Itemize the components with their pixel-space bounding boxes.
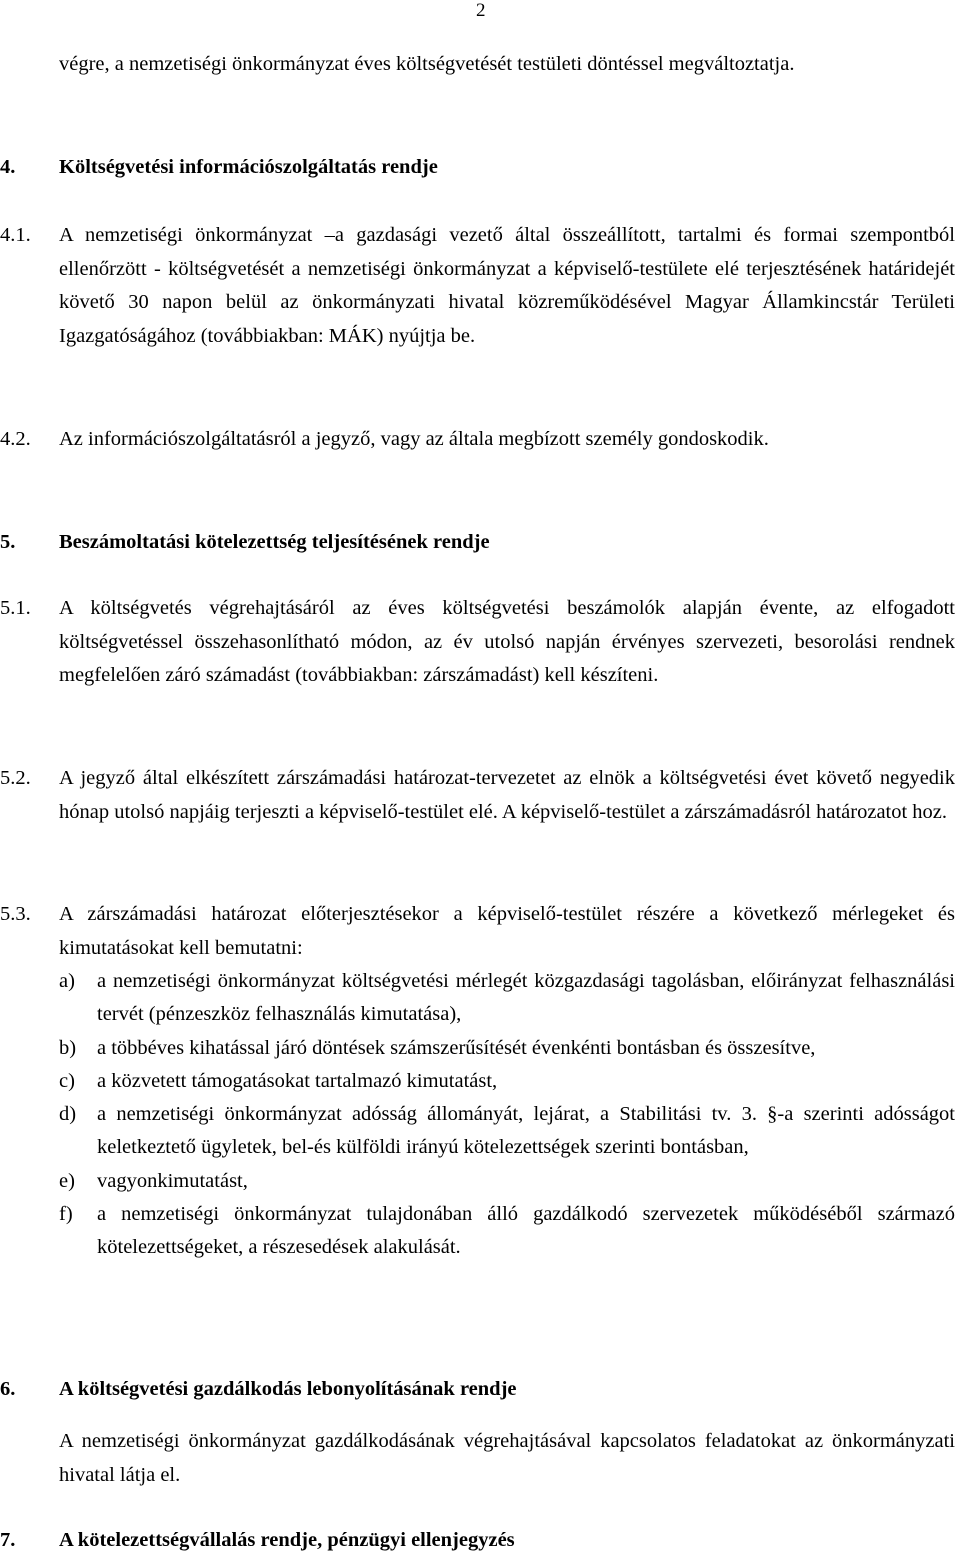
section-number: 4. [0,156,16,178]
list-item [59,1098,955,1165]
list-item-label: a) [59,970,75,992]
paragraph-text: A költségvetés végrehajtásáról az éves költségvetési beszámolók alapján évente, az elfogadott költségvetéssel összehasonlítható módon, az év utolsó napján érvényes szervezeti, besorolási rendnek megfelelően záró számadást (továbbiakban: zárszámadást) kell készíteni. [59,597,955,686]
section-number: 6. [0,1378,16,1400]
section-4-heading [0,152,960,182]
section-7-heading [0,1525,960,1555]
paragraph-text: A nemzetiségi önkormányzat –a gazdasági vezető által összeállított, tartalmi és formai szempontból ellenőrzött - költségvetését a nemzetiségi önkormányzat a képviselő-testülete elé terjesztésének határidejét követő 30 napon belül az önkormányzati hivatal közreműködésével Magyar Államkincstár Területi Igazgatóságához (továbbiakban: MÁK) nyújtja be. [59,224,955,347]
opening-text: végre, a nemzetiségi önkormányzat éves költségvetését testületi döntéssel megváltoztatja. [59,53,795,75]
list-item-text: a többéves kihatással járó döntések számszerűsítését évenkénti bontásban és összesítve, [97,1036,816,1059]
paragraph-number: 5.1. [0,597,31,619]
section-title: Költségvetési információszolgáltatás rendje [59,156,438,178]
paragraph-number: 4.2. [0,428,31,450]
paragraph-number: 5.2. [0,767,31,789]
list-item-label: f) [59,1203,73,1226]
paragraph-number: 5.3. [0,903,31,925]
section-5-heading [0,527,960,557]
section-number: 5. [0,531,16,553]
list-item-text: a nemzetiségi önkormányzat költségvetési mérlegét közgazdasági tagolásban, előirányzat felhasználási tervét (pénzeszköz felhasználás kimutatása), [97,970,955,1026]
paragraph-text: A zárszámadási határozat előterjesztésekor a képviselő-testület részére a következő mérlegeket és kimutatásokat kell bemutatni: [59,903,955,959]
paragraph-text: A jegyző által elkészített zárszámadási határozat-tervezetet az elnök a költségvetési évet követő negyedik hónap utolsó napjáig terjeszti a képviselő-testület elé. A képviselő-testület a zárszámadásról határozatot hoz. [59,767,955,823]
paragraph-text: Az információszolgáltatásról a jegyző, vagy az általa megbízott személy gondoskodik. [59,428,769,450]
section-title: A költségvetési gazdálkodás lebonyolításának rendje [59,1378,517,1400]
list-item-label: e) [59,1169,75,1192]
page-number: 2 [476,0,486,21]
list-item-label: d) [59,1103,77,1126]
paragraph-5-2 [0,762,960,829]
list-item [59,1032,955,1065]
section-title: Beszámoltatási kötelezettség teljesítésének rendje [59,531,490,553]
list-item-label: b) [59,1036,77,1059]
section-6-heading [0,1374,960,1404]
section-6-paragraph [0,1425,960,1492]
list-item [59,965,955,1032]
list-item [59,1065,955,1098]
section-title: A kötelezettségvállalás rendje, pénzügyi ellenjegyzés [59,1529,515,1551]
paragraph-4-2 [0,423,960,457]
paragraph-text: A nemzetiségi önkormányzat gazdálkodásának végrehajtásával kapcsolatos feladatokat az önkormányzati hivatal látja el. [59,1430,955,1486]
list-item-text: a közvetett támogatásokat tartalmazó kimutatást, [97,1069,498,1092]
section-number: 7. [0,1529,16,1551]
paragraph-5-1 [0,592,960,693]
opening-paragraph [0,48,960,82]
list-item [59,1198,955,1265]
list-item [59,1165,955,1198]
enumerated-list [59,965,955,1265]
list-item-text: vagyonkimutatást, [97,1169,248,1192]
paragraph-5-3 [0,898,960,1265]
list-item-text: a nemzetiségi önkormányzat tulajdonában álló gazdálkodó szervezetek működéséből származó kötelezettségeket, a részesedések alakulását. [97,1203,955,1259]
paragraph-number: 4.1. [0,224,31,246]
paragraph-4-1 [0,219,960,353]
list-item-label: c) [59,1069,75,1092]
list-item-text: a nemzetiségi önkormányzat adósság állományát, lejárat, a Stabilitási tv. 3. §-a szerinti adósságot keletkeztető ügyletek, bel-és külföldi irányú kötelezettségek szerinti bontásban, [97,1103,955,1159]
